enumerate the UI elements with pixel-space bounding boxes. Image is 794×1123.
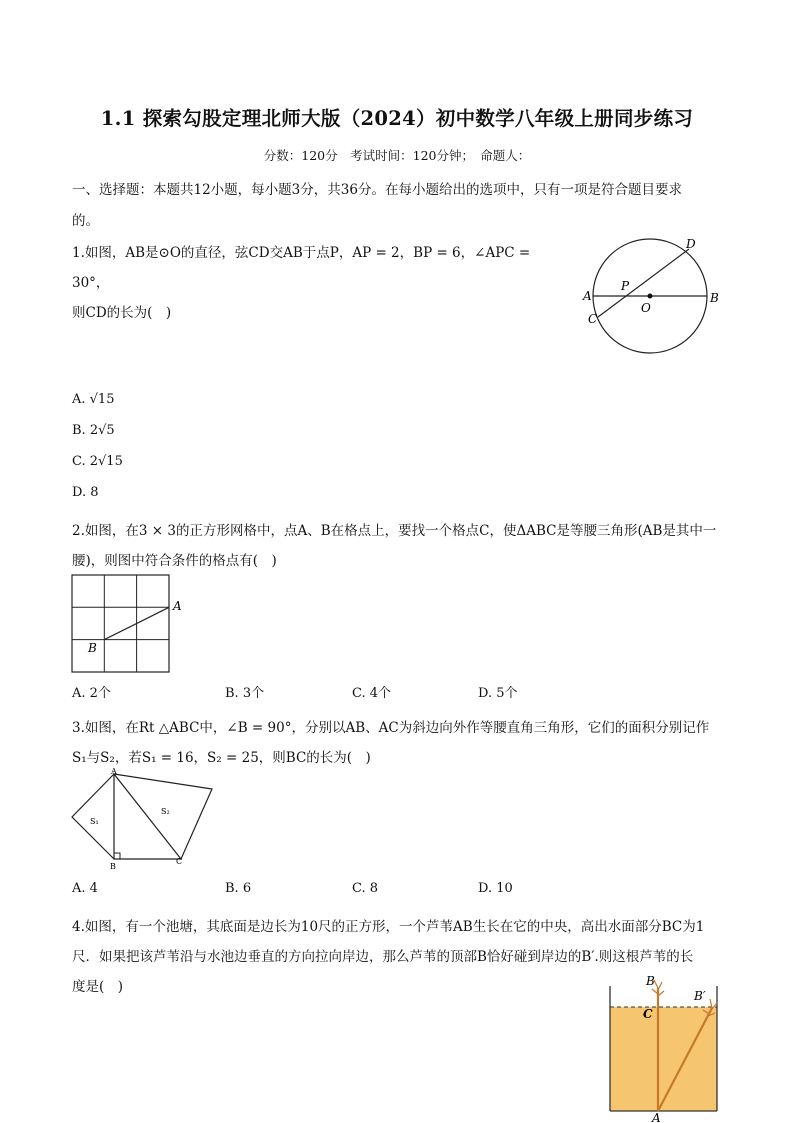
- section-heading: [72, 175, 732, 237]
- page-title: 1.1 探索勾股定理北师大版（2024）初中数学八年级上册同步练习: [100, 107, 694, 130]
- question-1: [72, 238, 562, 328]
- question-1-line-2: 则CD的长为( ): [72, 305, 172, 321]
- q3-triangle-figure: [68, 768, 218, 872]
- q4-label-a: A: [652, 1111, 661, 1123]
- question-2-line-2: 腰)，则图中符合条件的格点有( ): [72, 553, 277, 569]
- q2-grid-figure: [68, 572, 198, 676]
- q4-label-b-prime: B′: [694, 989, 706, 1003]
- section-line-1: 一、选择题：本题共12小题，每小题3分，共36分。在每小题给出的选项中，只有一项是符合题目要求: [72, 182, 682, 198]
- center-point-o: [648, 294, 653, 299]
- q1-label-o: O: [641, 301, 651, 315]
- q3-label-s2: S₂: [161, 807, 170, 816]
- q2-label-b: B: [88, 641, 97, 655]
- q1-label-p: P: [621, 279, 630, 293]
- q1-option-a[interactable]: A. √15: [72, 392, 115, 407]
- q3-option-b[interactable]: B. 6: [225, 881, 252, 896]
- q1-label-d: D: [686, 237, 696, 251]
- right-angle-mark: [114, 853, 120, 859]
- triangle-s2: [114, 774, 212, 859]
- q2-option-a[interactable]: A. 2个: [72, 686, 111, 701]
- question-2: [72, 516, 732, 576]
- pond-water: [610, 1007, 717, 1111]
- q4-label-b: B: [646, 974, 655, 988]
- question-2-line-1: 2.如图，在3 × 3的正方形网格中，点A、B在格点上，要找一个格点C，使ΔABC是等腰三角形(AB是其中一: [72, 523, 717, 539]
- question-3: [72, 713, 732, 773]
- q3-label-a: A: [111, 768, 117, 776]
- q1-label-a: A: [583, 289, 592, 303]
- q3-label-s1: S₁: [90, 817, 99, 826]
- question-3-line-1: 3.如图，在Rt △ABC中，∠B = 90°，分别以AB、AC为斜边向外作等腰直角三角形，它们的面积分别记作: [72, 720, 710, 736]
- question-1-line-1: 1.如图，AB是⊙O的直径，弦CD交AB于点P，AP = 2，BP = 6，∠APC = 30°，: [72, 245, 531, 291]
- grid-border: [72, 575, 169, 672]
- q4-pond-figure: [600, 970, 730, 1123]
- triangle-abc: [114, 774, 181, 859]
- q1-option-b[interactable]: B. 2√5: [72, 423, 115, 438]
- question-4-line-3: 度是( ): [72, 979, 124, 995]
- q3-label-c: C: [176, 857, 183, 866]
- q2-label-a: A: [173, 599, 182, 613]
- q3-option-c[interactable]: C. 8: [352, 881, 379, 896]
- q2-option-b[interactable]: B. 3个: [225, 686, 265, 701]
- q1-label-c: C: [588, 312, 598, 326]
- q2-option-d[interactable]: D. 5个: [478, 686, 518, 701]
- question-4-line-2: 尺．如果把该芦苇沿与水池边垂直的方向拉向岸边，那么芦苇的顶部B恰好碰到岸边的B′.则这根芦苇的长: [72, 949, 694, 965]
- q1-option-d[interactable]: D. 8: [72, 485, 99, 500]
- q2-option-c[interactable]: C. 4个: [352, 686, 392, 701]
- section-line-2: 的。: [72, 213, 99, 229]
- q3-option-a[interactable]: A. 4: [72, 881, 98, 896]
- q3-option-d[interactable]: D. 10: [478, 881, 513, 896]
- question-4-line-1: 4.如图，有一个池塘，其底面是边长为10尺的正方形，一个芦苇AB生长在它的中央，高出水面部分BC为1: [72, 919, 705, 935]
- exam-meta: 分数：120分 考试时间：120分钟； 命题人：: [263, 148, 531, 163]
- q1-circle-figure: [580, 232, 730, 362]
- q1-label-b: B: [710, 291, 719, 305]
- q4-label-c: C: [643, 1007, 653, 1021]
- question-3-line-2: S₁与S₂，若S₁ = 16，S₂ = 25，则BC的长为( ): [72, 750, 371, 766]
- q1-option-c[interactable]: C. 2√15: [72, 454, 123, 469]
- q3-label-b: B: [110, 862, 116, 871]
